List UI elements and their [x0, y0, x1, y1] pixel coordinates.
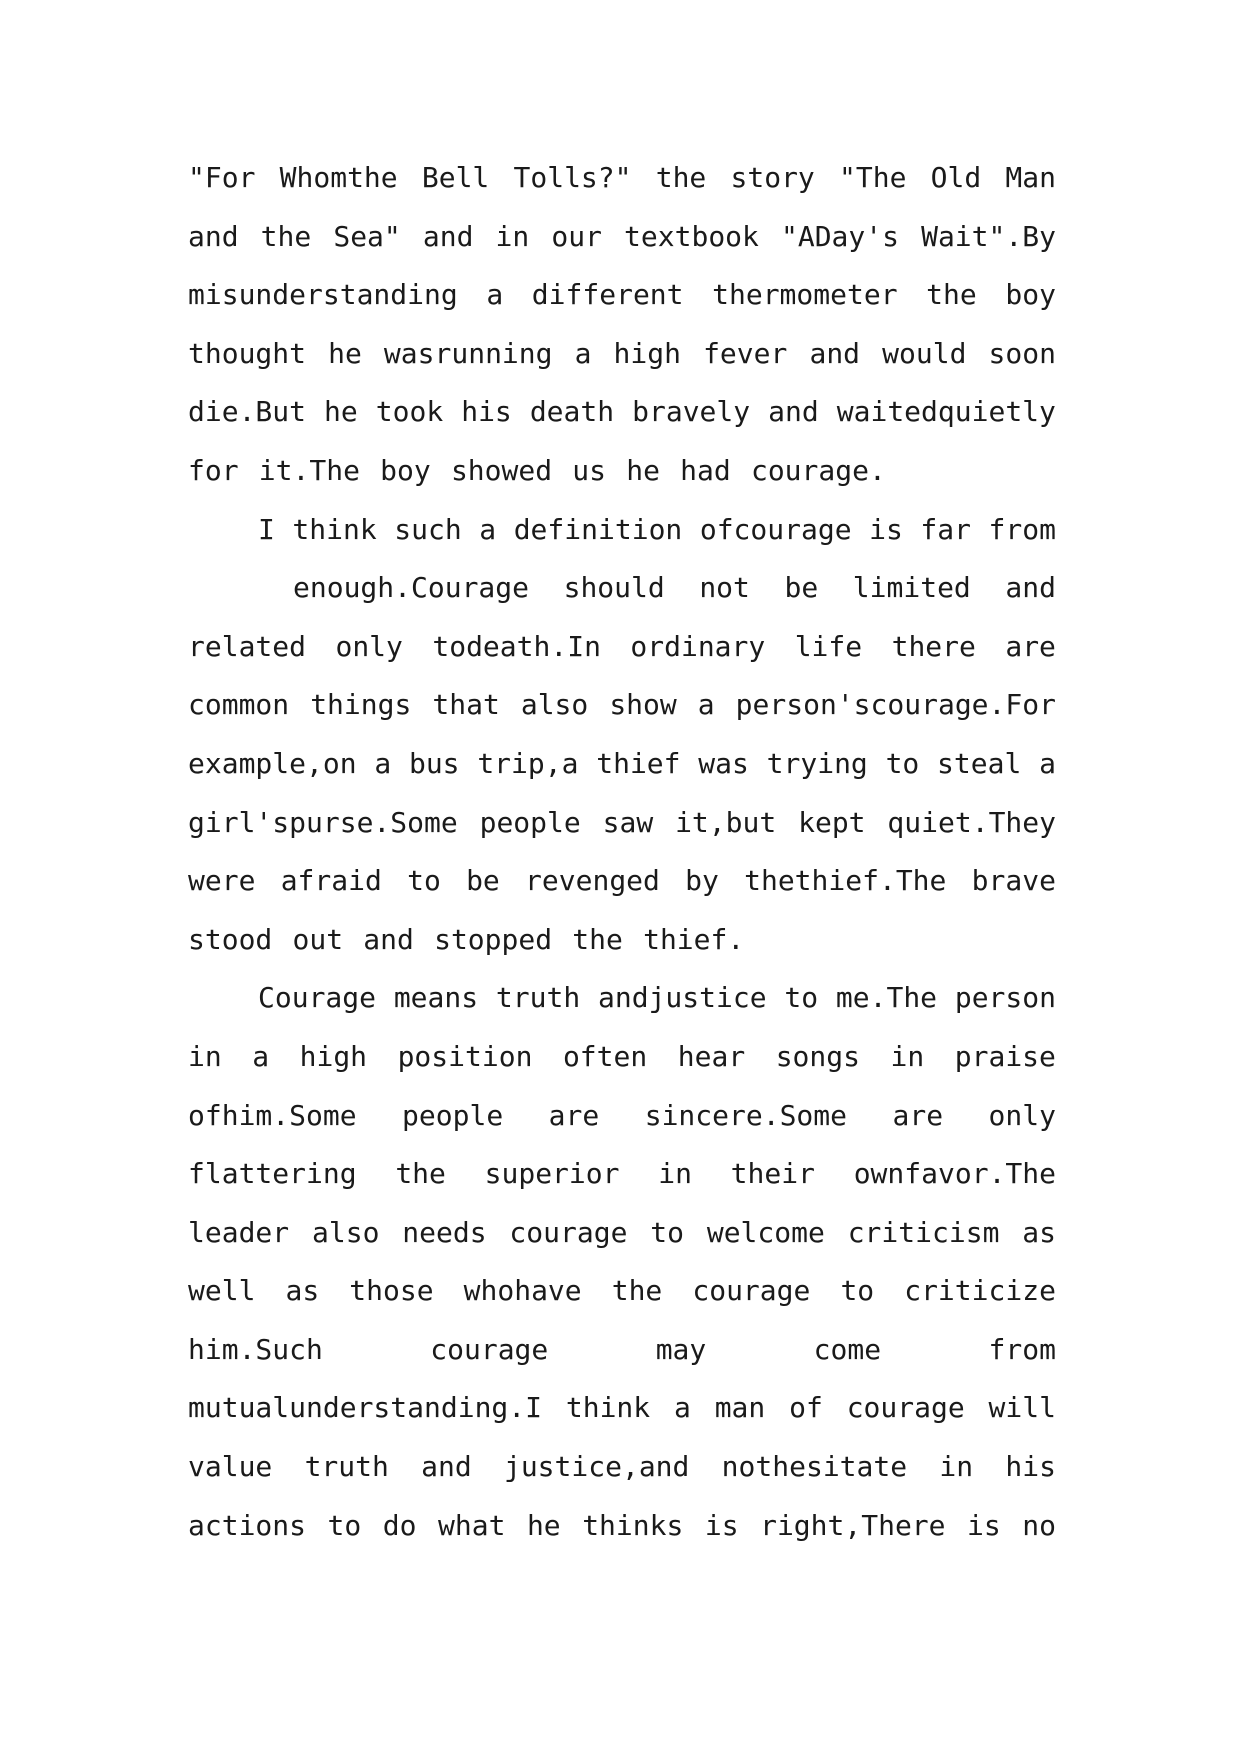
- word: me.The: [835, 981, 938, 1015]
- word: think: [292, 512, 377, 546]
- text-line: [188, 512, 1056, 548]
- word: a: [479, 512, 497, 546]
- word: he: [526, 1508, 561, 1542]
- word: far: [920, 512, 971, 546]
- word: in: [188, 1039, 222, 1073]
- word: wasrunning: [383, 336, 553, 370]
- word: and: [421, 1450, 472, 1484]
- word: him.Such: [188, 1332, 323, 1366]
- word: praise: [954, 1039, 1056, 1073]
- word: the: [395, 1157, 446, 1191]
- word: well: [188, 1274, 256, 1308]
- word: afraid: [280, 864, 382, 898]
- text-line: [188, 336, 1056, 372]
- word: will: [988, 1391, 1056, 1425]
- word: only: [988, 1098, 1056, 1132]
- word: only: [335, 629, 403, 663]
- word: welcome: [706, 1215, 825, 1249]
- word: Whomthe: [279, 161, 398, 194]
- word: the: [926, 278, 977, 312]
- word: would: [882, 336, 967, 370]
- word: Sea": [333, 219, 401, 253]
- word: related: [188, 629, 307, 663]
- word: means: [393, 981, 479, 1015]
- text-line: [188, 570, 1056, 606]
- word: value: [188, 1450, 273, 1484]
- word: bus: [408, 746, 460, 780]
- word: thinks: [582, 1508, 684, 1542]
- word: enough.Courage: [293, 571, 530, 605]
- word: right,There: [760, 1508, 946, 1542]
- word: ownfavor.The: [853, 1157, 1056, 1191]
- word: often: [562, 1039, 648, 1073]
- text-line: [188, 687, 1056, 723]
- word: Bell: [421, 161, 490, 194]
- word: definition: [513, 512, 683, 546]
- word: thief: [596, 746, 681, 780]
- word: is: [704, 1508, 739, 1542]
- word: songs: [775, 1039, 860, 1073]
- word: Tolls?": [513, 161, 632, 194]
- word: may: [655, 1332, 707, 1366]
- word: and: [809, 336, 861, 370]
- word: waitedquietly: [836, 395, 1056, 429]
- word: criticize: [904, 1274, 1056, 1308]
- word: person: [954, 981, 1056, 1015]
- word: bravely: [632, 395, 751, 429]
- text-line: [188, 219, 1056, 255]
- word: were: [188, 864, 256, 898]
- text-line: [188, 394, 1056, 430]
- word: quiet.They: [887, 805, 1056, 839]
- word: there: [891, 629, 976, 663]
- word: misunderstanding: [188, 278, 458, 312]
- word: Old: [930, 161, 982, 194]
- word: in: [658, 1157, 692, 1191]
- word: in: [495, 219, 530, 253]
- text-line: [188, 1039, 1056, 1075]
- text-line: [188, 160, 1056, 196]
- word: trying: [766, 746, 868, 780]
- word: people: [402, 1098, 504, 1132]
- word: textbook: [624, 219, 759, 253]
- word: different: [531, 278, 684, 312]
- word: person'scourage.For: [735, 688, 1056, 722]
- word: his: [461, 395, 512, 429]
- word: he: [328, 336, 362, 370]
- word: and: [1005, 571, 1056, 605]
- word: thermometer: [712, 278, 898, 312]
- word: actions: [188, 1508, 307, 1542]
- text-line: [188, 1449, 1056, 1485]
- word: "For: [188, 161, 256, 194]
- word: the: [655, 161, 707, 194]
- text-line: [188, 1508, 1056, 1544]
- word: todeath.In: [432, 629, 601, 663]
- word: ordinary: [630, 629, 766, 663]
- word: story: [730, 161, 815, 194]
- word: to: [885, 746, 920, 780]
- text-line: [188, 1273, 1056, 1309]
- word: by: [685, 864, 719, 898]
- word: kept: [798, 805, 866, 839]
- word: and: [768, 395, 819, 429]
- word: a: [697, 688, 715, 722]
- word: think: [565, 1391, 651, 1425]
- word: such: [394, 512, 462, 546]
- word: saw: [602, 805, 654, 839]
- word: truth: [495, 981, 581, 1015]
- text-line: [188, 1215, 1056, 1251]
- word: high: [299, 1039, 368, 1073]
- word: man: [714, 1391, 766, 1425]
- word: courage: [430, 1332, 549, 1366]
- word: and: [422, 219, 474, 253]
- word: death: [529, 395, 615, 429]
- word: from: [988, 1332, 1056, 1366]
- word: girl'spurse.Some: [188, 805, 458, 839]
- word: boy: [1005, 278, 1056, 312]
- word: be: [784, 571, 819, 605]
- word: hear: [677, 1039, 746, 1073]
- word: justice,and: [503, 1450, 690, 1484]
- text-line: [188, 980, 1056, 1016]
- word: are: [892, 1098, 944, 1132]
- word: was: [698, 746, 749, 780]
- word: whohave: [463, 1274, 582, 1308]
- word: die.But: [188, 395, 307, 429]
- word: be: [466, 864, 500, 898]
- word: brave: [971, 864, 1056, 898]
- word: mutualunderstanding.I: [188, 1391, 543, 1425]
- word: the: [260, 219, 312, 253]
- word: trip,a: [477, 746, 579, 780]
- word: come: [813, 1332, 882, 1366]
- text-line: [188, 629, 1056, 665]
- word: our: [551, 219, 602, 253]
- word: courage: [846, 1391, 965, 1425]
- word: also: [312, 1215, 380, 1249]
- word: steal: [937, 746, 1022, 780]
- word: common: [188, 688, 290, 722]
- word: his: [1005, 1450, 1056, 1484]
- word: criticism: [847, 1215, 1000, 1249]
- word: Man: [1005, 161, 1056, 194]
- word: people: [479, 805, 581, 839]
- word: ofcourage: [699, 512, 852, 546]
- word: high: [613, 336, 681, 370]
- word: a: [486, 278, 504, 312]
- word: as: [285, 1274, 320, 1308]
- word: superior: [484, 1157, 620, 1191]
- word: example,on: [188, 746, 357, 780]
- text-line: [188, 1098, 1056, 1134]
- word: no: [1022, 1508, 1056, 1542]
- word: as: [1022, 1215, 1056, 1249]
- word: in: [939, 1450, 974, 1484]
- text-line: [188, 746, 1056, 782]
- text-line: stood out and stopped the thief.: [188, 922, 745, 956]
- word: show: [609, 688, 677, 722]
- word: do: [382, 1508, 417, 1542]
- word: is: [967, 1508, 1001, 1542]
- word: he: [324, 395, 358, 429]
- word: sincere.Some: [644, 1098, 848, 1132]
- word: thought: [188, 336, 307, 370]
- word: are: [1005, 629, 1056, 663]
- word: a: [1039, 746, 1056, 780]
- word: a: [674, 1391, 691, 1425]
- word: life: [794, 629, 863, 663]
- word: from: [988, 512, 1056, 546]
- word: to: [650, 1215, 684, 1249]
- word: also: [520, 688, 589, 722]
- word: a: [574, 336, 592, 370]
- text-line: [188, 1156, 1056, 1192]
- word: Courage: [258, 981, 377, 1015]
- word: in: [890, 1039, 925, 1073]
- word: to: [407, 864, 441, 898]
- word: courage: [692, 1274, 811, 1308]
- text-line: [188, 277, 1056, 313]
- word: Wait".By: [921, 219, 1056, 253]
- word: a: [374, 746, 392, 780]
- essay-body: [188, 160, 1056, 1566]
- word: ofhim.Some: [188, 1098, 357, 1132]
- word: what: [438, 1508, 506, 1542]
- text-line: [188, 805, 1056, 841]
- word: a: [252, 1039, 270, 1073]
- text-line: [188, 863, 1056, 899]
- word: those: [349, 1274, 434, 1308]
- word: limited: [852, 571, 971, 605]
- word: fever: [703, 336, 788, 370]
- word: soon: [988, 336, 1056, 370]
- word: "The: [839, 161, 907, 194]
- word: nothesitate: [721, 1450, 908, 1484]
- word: "ADay's: [780, 219, 899, 253]
- word: not: [699, 571, 750, 605]
- word: revenged: [525, 864, 660, 898]
- word: needs: [402, 1215, 487, 1249]
- text-line: for it.The boy showed us he had courage.: [188, 453, 886, 487]
- word: courage: [509, 1215, 628, 1249]
- word: thethief.The: [744, 864, 947, 898]
- word: their: [730, 1157, 815, 1191]
- word: andjustice: [598, 981, 767, 1015]
- text-line: [188, 1390, 1056, 1426]
- word: to: [784, 981, 819, 1015]
- word: is: [869, 512, 903, 546]
- word: of: [789, 1391, 823, 1425]
- word: things: [310, 688, 412, 722]
- word: and: [188, 219, 239, 253]
- word: to: [327, 1508, 362, 1542]
- word: the: [611, 1274, 663, 1308]
- text-line: [188, 1332, 1056, 1368]
- word: took: [375, 395, 444, 429]
- word: flattering: [188, 1157, 357, 1191]
- word: truth: [304, 1450, 389, 1484]
- word: position: [397, 1039, 533, 1073]
- word: should: [563, 571, 665, 605]
- word: are: [548, 1098, 600, 1132]
- word: that: [432, 688, 500, 722]
- word: it,but: [675, 805, 777, 839]
- word: to: [840, 1274, 875, 1308]
- word: I: [258, 512, 275, 546]
- word: leader: [188, 1215, 290, 1249]
